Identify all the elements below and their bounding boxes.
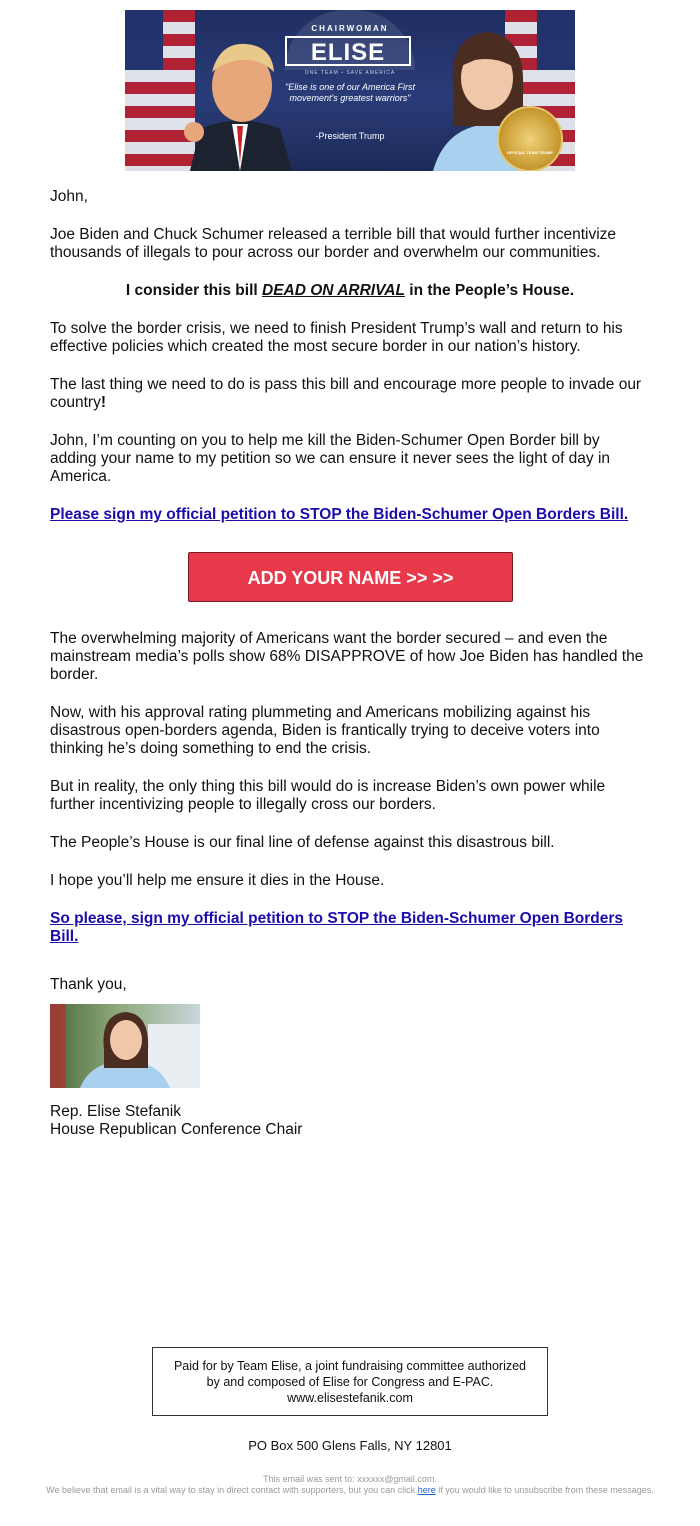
banner-tagline: ONE TEAM • SAVE AMERICA: [304, 70, 396, 76]
paragraph-4: John, I’m counting on you to help me kill the Biden-Schumer Open Border bill by adding your name to my petition so we can ensure it never sees the light of day in America.: [50, 432, 611, 485]
signature-portrait-image: [50, 1004, 200, 1088]
paragraph-3: [50, 376, 650, 412]
paid-for-disclaimer: Paid for by Team Elise, a joint fundraising committee authorized by and composed of Elise for Congress and E-PAC. www.elisestefanik.com: [152, 1347, 548, 1416]
team-trump-seal-icon: [497, 106, 563, 171]
mailing-address: PO Box 500 Glens Falls, NY 12801: [248, 1438, 452, 1453]
sent-to-notice: This email was sent to: xxxxxx@gmail.com.: [263, 1474, 437, 1484]
paragraph-1: Joe Biden and Chuck Schumer released a terrible bill that would further incentivize thousands of illegals to pour across our border and overwhelm our communities.: [50, 226, 617, 261]
signature-photo: [50, 1004, 200, 1088]
paragraph-3-text: The last thing we need to do is pass this bill and encourage more people to invade our country: [50, 376, 642, 411]
add-your-name-button[interactable]: ADD YOUR NAME >> >>: [188, 552, 513, 602]
paragraph-5: The overwhelming majority of Americans want the border secured – and even the mainstream media’s polls show 68% DISAPPROVE of how Joe Biden has handled the border.: [50, 630, 644, 683]
signoff: Thank you,: [50, 976, 127, 993]
signature-name: Rep. Elise Stefanik: [50, 1103, 181, 1120]
paragraph-9: I hope you’ll help me ensure it dies in the House.: [50, 872, 385, 889]
header-banner: [125, 10, 575, 171]
petition-link-1[interactable]: Please sign my official petition to STOP the Biden-Schumer Open Borders Bill.: [50, 506, 629, 523]
paragraph-7: But in reality, the only thing this bill would do is increase Biden’s own power while further incentivizing people to illegally cross our borders.: [50, 778, 606, 813]
signature-title: House Republican Conference Chair: [50, 1121, 303, 1138]
banner-quote-attribution: -President Trump: [315, 131, 385, 141]
paragraph-2: To solve the border crisis, we need to finish President Trump’s wall and return to his effective policies which created the most secure border in our nation’s history.: [50, 320, 623, 355]
unsubscribe-notice: [40, 1485, 660, 1496]
banner-kicker: CHAIRWOMAN: [311, 24, 389, 33]
paragraph-6: Now, with his approval rating plummeting and Americans mobilizing against his disastrous open-borders agenda, Biden is frantically trying to deceive voters into thinking he’s doing something to end the crisis.: [50, 704, 600, 757]
banner-quote: "Elise is one of our America First movement's greatest warriors": [285, 82, 415, 103]
bold-line-prefix: I consider this bill: [125, 282, 263, 299]
dead-on-arrival-line: [50, 282, 650, 300]
greeting: John,: [50, 188, 88, 205]
elise-logo: ELISE: [285, 36, 411, 66]
seal-label: OFFICIAL TEAM TRUMP: [506, 150, 554, 155]
unsubscribe-text-post: if you would like to unsubscribe from these messages.: [435, 1485, 654, 1495]
paragraph-3-exclamation: !: [100, 394, 107, 411]
petition-link-2[interactable]: So please, sign my official petition to STOP the Biden-Schumer Open Borders Bill.: [50, 910, 624, 945]
bold-line-emphasis: DEAD ON ARRIVAL: [262, 282, 405, 299]
paragraph-8: The People’s House is our final line of defense against this disastrous bill.: [50, 834, 555, 851]
unsubscribe-text-pre: We believe that email is a vital way to stay in direct contact with supporters, but you can click: [46, 1485, 418, 1495]
bold-line-suffix: in the People’s House.: [404, 282, 575, 299]
unsubscribe-link[interactable]: here: [417, 1485, 436, 1495]
